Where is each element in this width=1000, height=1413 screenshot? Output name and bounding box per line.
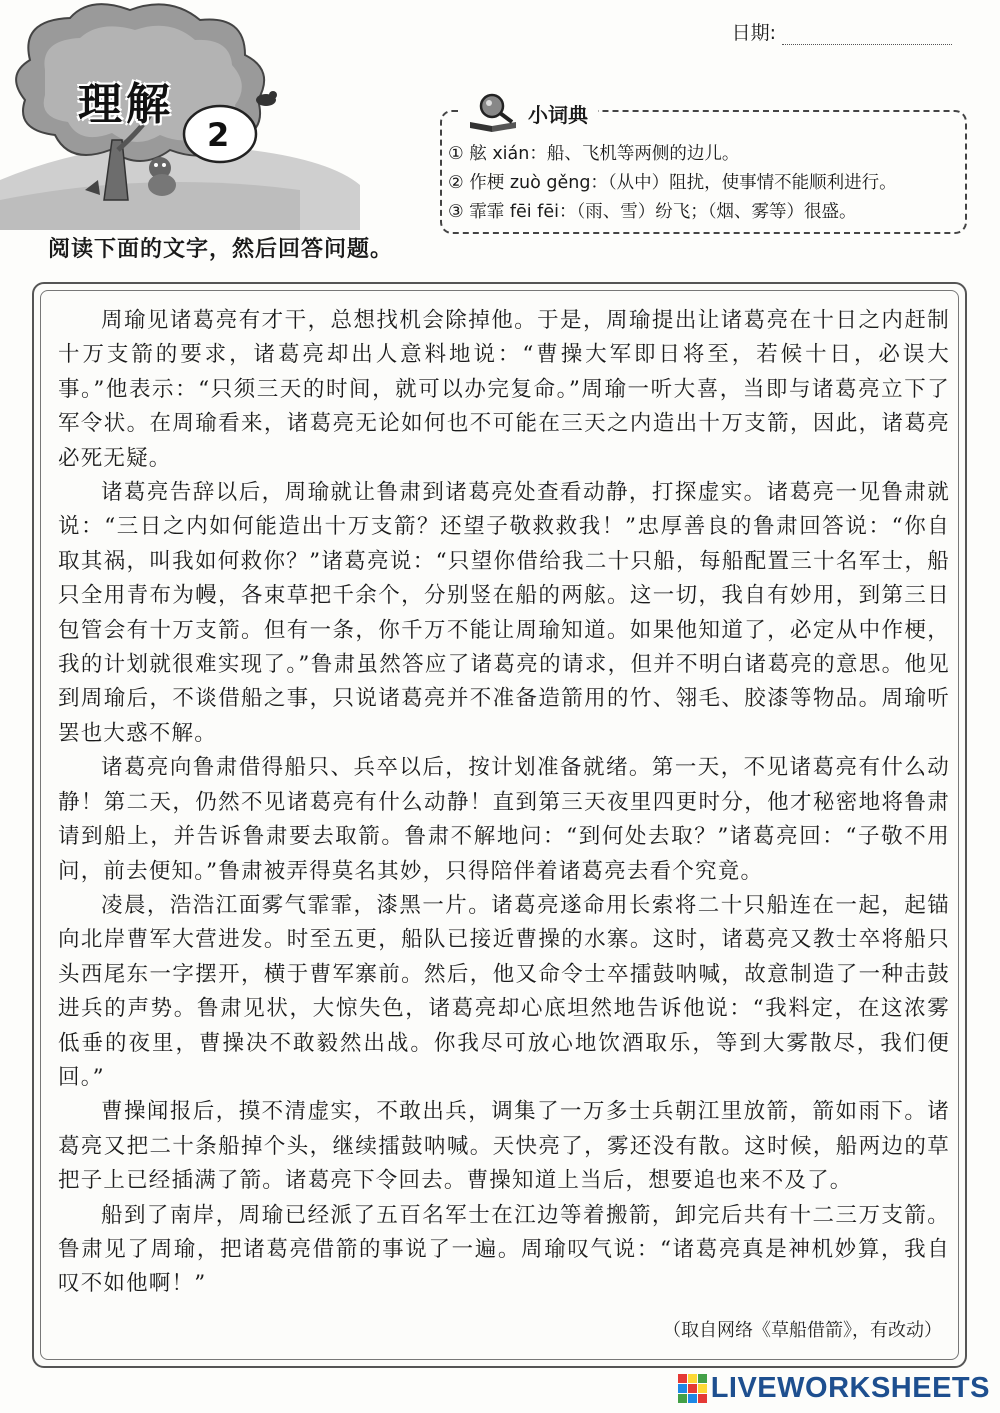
banner-title: 理解 — [78, 79, 174, 130]
instruction: 阅读下面的文字，然后回答问题。 — [48, 237, 394, 262]
passage-paragraph: 船到了南岸，周瑜已经派了五百名军士在江边等着搬箭，卸完后共有十二三万支箭。鲁肃见了周瑜，把诸葛亮借箭的事说了一遍。周瑜叹气说：“诸葛亮真是神机妙算，我自叹不如他啊！” — [58, 1202, 950, 1297]
logo-text: LIVEWORKSHEETS — [710, 1372, 990, 1404]
date-row — [732, 18, 952, 45]
tree-illustration-icon — [0, 0, 440, 230]
dictionary-entry: ③ 霏霏 fēi fēi：（雨、雪）纷飞；（烟、雾等）很盛。 — [448, 202, 857, 222]
mini-dictionary-title: 小词典 — [528, 102, 588, 127]
comprehension-banner — [0, 0, 440, 230]
passage-paragraph: 周瑜见诸葛亮有才干，总想找机会除掉他。于是，周瑜提出让诸葛亮在十日之内赶制十万支箭的要求，诸葛亮却出人意料地说：“曹操大军即日将至，若候十日，必误大事。”他表示：“只须三天的时间，就可以办完复命。”周瑜一听大喜，当即与诸葛亮立下了军令状。在周瑜看来，诸葛亮无论如何也不可能在三天之内造出十万支箭，因此，诸葛亮必死无疑。 — [58, 308, 950, 471]
date-label: 日期: — [731, 22, 776, 44]
mini-dictionary-box — [440, 102, 967, 234]
liveworksheets-logo[interactable] — [678, 1372, 990, 1405]
passage-paragraph: 诸葛亮向鲁肃借得船只、兵卒以后，按计划准备就绪。第一天，不见诸葛亮有什么动静！第二天，仍然不见诸葛亮有什么动静！直到第三天夜里四更时分，他才秘密地将鲁肃请到船上，并告诉鲁肃要去取箭。鲁肃不解地问：“到何处去取？”诸葛亮回：“子敬不用问，前去便知。”鲁肃被弄得莫名其妙，只得陪伴着诸葛亮去看个究竟。 — [58, 755, 950, 884]
dictionary-list — [448, 140, 955, 227]
banner-number: 2 — [207, 116, 230, 154]
book-and-magnifier-icon — [466, 92, 522, 134]
dictionary-entry: ② 作梗 zuò gěng：（从中）阻扰，使事情不能顺利进行。 — [448, 173, 897, 193]
date-field[interactable] — [782, 22, 952, 45]
passage-paragraph: 诸葛亮告辞以后，周瑜就让鲁肃到诸葛亮处查看动静，打探虚实。诸葛亮一见鲁肃就说：“三日之内如何能造出十万支箭？还望子敬救救我！”忠厚善良的鲁肃回答说：“你自取其祸，叫我如何救你？”诸葛亮说：“只望你借给我二十只船，每船配置三十名军士，船只全用青布为幔，各束草把千余个，分别竖在船的两舷。这一切，我自有妙用，到第三日包管会有十万支箭。但有一条，你千万不能让周瑜知道。如果他知道了，必定从中作梗，我的计划就很难实现了。”鲁肃虽然答应了诸葛亮的请求，但并不明白诸葛亮的意思。他见到周瑜后，不谈借船之事，只说诸葛亮并不准备造箭用的竹、翎毛、胶漆等物品。周瑜听罢也大惑不解。 — [58, 480, 950, 746]
passage-text — [58, 304, 950, 1302]
mini-dictionary-header — [462, 92, 598, 134]
passage-paragraph: 曹操闻报后，摸不清虚实，不敢出兵，调集了一万多士兵朝江里放箭，箭如雨下。诸葛亮又把二十条船掉个头，继续擂鼓呐喊。天快亮了，雾还没有散。这时候，船两边的草把子上已经插满了箭。诸葛亮下令回去。曹操知道上当后，想要追也来不及了。 — [58, 1099, 950, 1194]
liveworksheets-logo-icon — [678, 1374, 707, 1403]
passage-source: （取自网络《草船借箭》，有改动） — [663, 1320, 942, 1341]
dictionary-entry: ① 舷 xián：船、飞机等两侧的边儿。 — [448, 144, 740, 164]
passage-paragraph: 凌晨，浩浩江面雾气霏霏，漆黑一片。诸葛亮遂命用长索将二十只船连在一起，起锚向北岸曹军大营进发。时至五更，船队已接近曹操的水寨。这时，诸葛亮又教士卒将船只头西尾东一字摆开，横于曹军寨前。然后，他又命令士卒擂鼓呐喊，故意制造了一种击鼓进兵的声势。鲁肃见状，大惊失色，诸葛亮却心底坦然地告诉他说：“我料定，在这浓雾低垂的夜里，曹操决不敢毅然出战。你我尽可放心地饮酒取乐，等到大雾散尽，我们便回。” — [58, 892, 950, 1090]
